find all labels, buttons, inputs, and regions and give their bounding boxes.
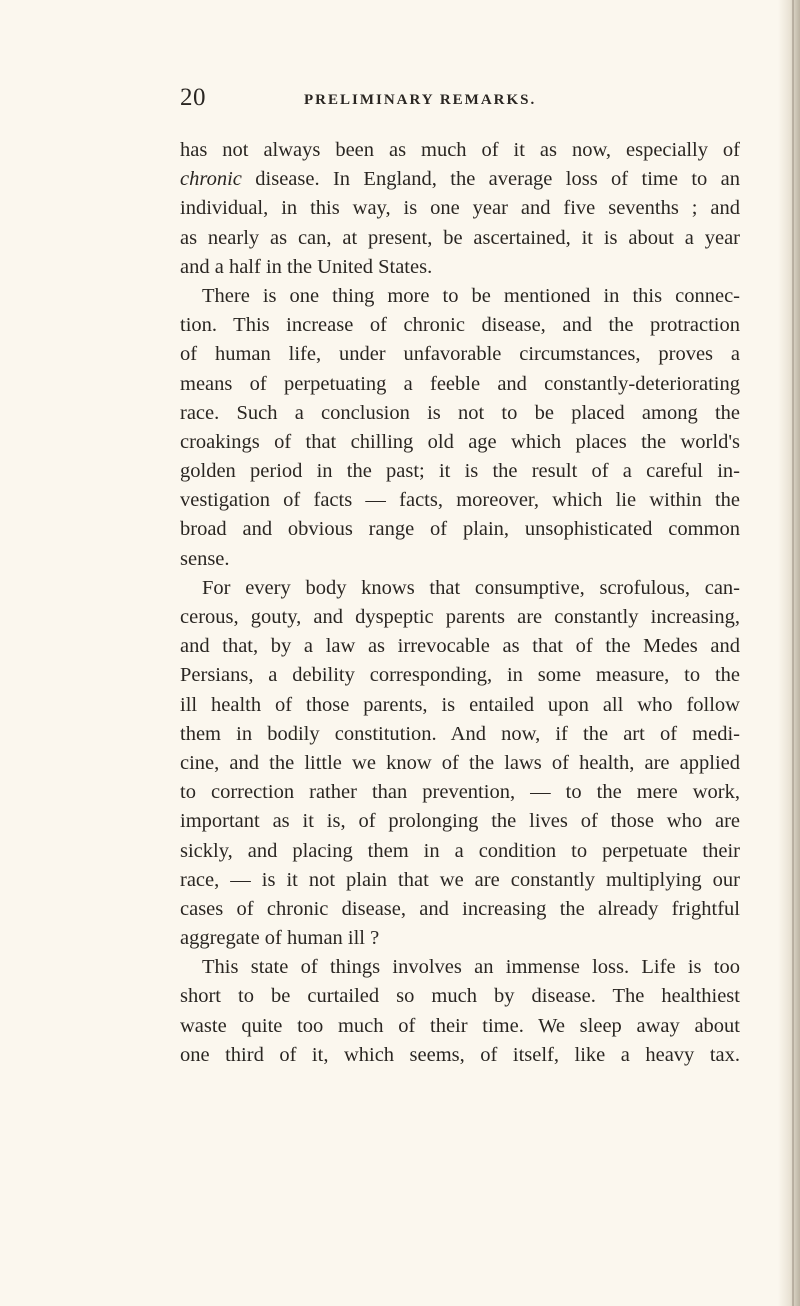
text-line: ill health of those parents, is entailed upon all who follow (180, 693, 740, 716)
text-line: race, — is it not plain that we are constantly multiplying our (180, 868, 740, 891)
running-head: PRELIMINARY REMARKS. (304, 92, 537, 108)
text-line: individual, in this way, is one year and five sevenths ; and (180, 197, 740, 220)
text-line: cerous, gouty, and dyspeptic parents are constantly increasing, (180, 606, 740, 628)
text-line: means of perpetuating a feeble and constantly-deteriorating (180, 372, 740, 395)
text-line: tion. This increase of chronic disease, and the protraction (180, 314, 740, 337)
text-line: There is one thing more to be mentioned in this connec- (202, 284, 740, 307)
page-edge-shadow (778, 0, 800, 1306)
text-line (180, 165, 740, 194)
text-line: and that, by a law as irrevocable as that of the Medes and (180, 635, 740, 658)
text-line: For every body knows that consumptive, scrofulous, can- (202, 576, 740, 599)
text-line: and a half in the United States. (180, 255, 433, 278)
text-line: sickly, and placing them in a condition to perpetuate their (180, 839, 740, 862)
text-line: short to be curtailed so much by disease. The healthiest (180, 985, 740, 1008)
text-line: Persians, a debility corresponding, in some measure, to the (180, 664, 740, 687)
text-line: as nearly as can, at present, be ascertained, it is about a year (180, 226, 740, 249)
text-line: important as it is, of prolonging the lives of those who are (180, 810, 740, 833)
text-line: to correction rather than prevention, — to the mere work, (180, 781, 740, 804)
text-line: This state of things involves an immense loss. Life is too (202, 956, 740, 979)
text-line: them in bodily constitution. And now, if the art of medi- (180, 722, 740, 745)
page-edge-line (792, 0, 794, 1306)
body-text (180, 136, 740, 1070)
text-line: cine, and the little we know of the laws of health, are applied (180, 751, 740, 774)
text-line: broad and obvious range of plain, unsophisticated common (180, 518, 740, 541)
text-line: vestigation of facts — facts, moreover, which lie within the (180, 489, 740, 512)
text-line: croakings of that chilling old age which places the world's (180, 430, 740, 453)
text-line: waste quite too much of their time. We sleep away about (180, 1014, 740, 1037)
italic-word: chronic (180, 168, 242, 191)
text-line: of human life, under unfavorable circumstances, proves a (180, 343, 740, 366)
text-line-rest: disease. In England, the average loss of time to an (255, 168, 740, 191)
text-line: race. Such a conclusion is not to be placed among the (180, 401, 740, 424)
text-line: golden period in the past; it is the result of a careful in- (180, 460, 740, 483)
text-line: cases of chronic disease, and increasing the already frightful (180, 897, 740, 920)
text-line: sense. (180, 547, 230, 570)
text-line: aggregate of human ill ? (180, 927, 380, 950)
page-number: 20 (180, 84, 206, 111)
text-line: one third of it, which seems, of itself, like a heavy tax. (180, 1043, 740, 1066)
text-line: has not always been as much of it as now, especially of (180, 139, 740, 161)
page-header (180, 84, 740, 124)
